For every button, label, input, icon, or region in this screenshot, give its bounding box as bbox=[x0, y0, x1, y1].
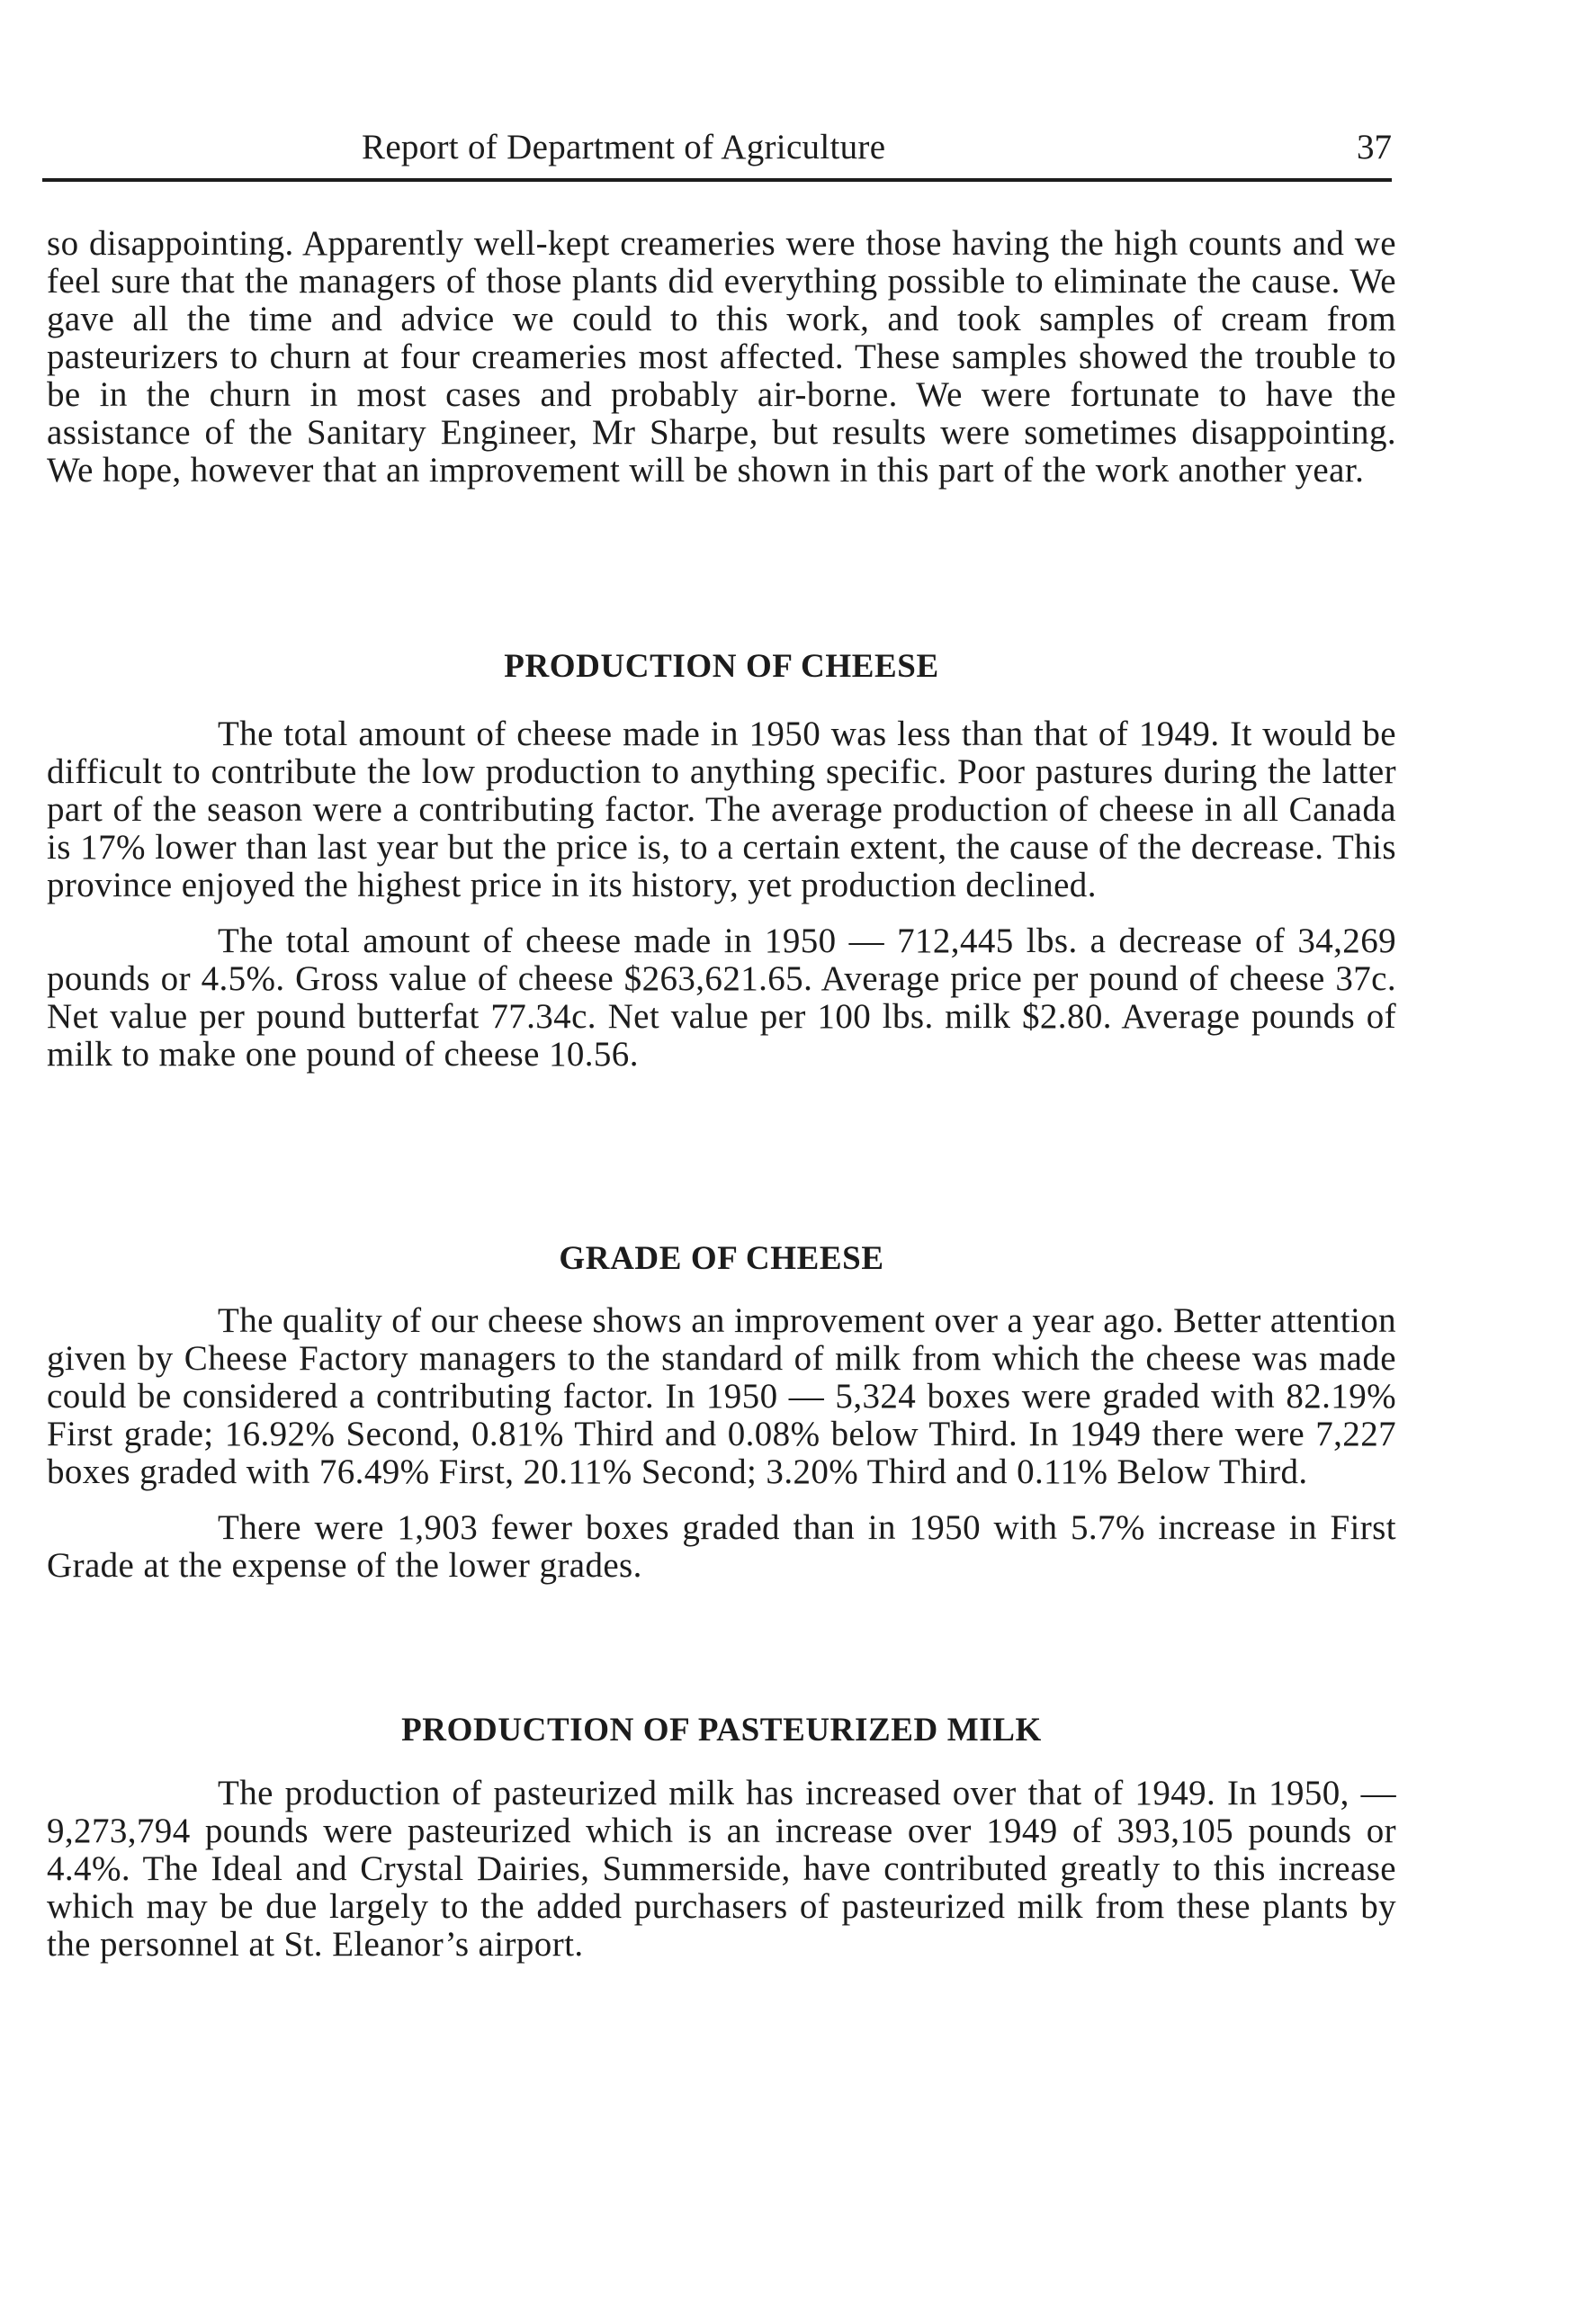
pasteurized-milk-section bbox=[47, 1775, 1396, 1964]
pasteurized-milk-heading: PRODUCTION OF PASTEURIZED MILK bbox=[401, 1712, 1042, 1749]
running-title: Report of Department of Agriculture bbox=[362, 128, 886, 166]
grade-of-cheese-heading: GRADE OF CHEESE bbox=[559, 1240, 884, 1277]
grade-of-cheese-section bbox=[47, 1302, 1396, 1585]
pasteurized-milk-paragraph-1: The production of pasteurized milk has increased over that of 1949. In 1950, — 9,273,794 pounds were pasteurized which is an increase over 1949 of 393,105 pounds or 4.4%. The Ideal and Crystal Dairies, Summerside, have contributed greatly to this increase which may be due largely to the added purchasers of pasteurized milk from these plants by the personnel at St. Eleanor’s airport. bbox=[47, 1774, 1396, 1964]
production-of-cheese-heading: PRODUCTION OF CHEESE bbox=[504, 648, 939, 685]
intro-paragraph: so disappointing. Apparently well-kept creameries were those having the high counts and we feel sure that the managers of those plants did everything possible to eliminate the cause. We gave all the time and advice we could to this work, and took samples of cream from pasteurizers to churn at four creameries most affected. These samples showed the trouble to be in the churn in most cases and probably air-borne. We were fortunate to have the assistance of the Sanitary Engineer, Mr Sharpe, but results were sometimes disappointing. We hope, however that an improvement will be shown in this part of the work another year. bbox=[47, 224, 1396, 490]
intro-section bbox=[47, 225, 1396, 490]
production-of-cheese-section bbox=[47, 715, 1396, 1074]
cheese-grade-paragraph-1: The quality of our cheese shows an improvement over a year ago. Better attention given by Cheese Factory managers to the standard of milk from which the cheese was made could be considered a contributing factor. In 1950 — 5,324 boxes were graded with 82.19% First grade; 16.92% Second, 0.81% Third and 0.08% below Third. In 1949 there were 7,227 boxes graded with 76.49% First, 20.11% Second; 3.20% Third and 0.11% Below Third. bbox=[47, 1301, 1396, 1491]
cheese-grade-paragraph-2: There were 1,903 fewer boxes graded than in 1950 with 5.7% increase in First Grade at the expense of the lower grades. bbox=[47, 1508, 1396, 1585]
cheese-production-paragraph-2: The total amount of cheese made in 1950 — 712,445 lbs. a decrease of 34,269 pounds or 4.5%. Gross value of cheese $263,621.65. Average price per pound of cheese 37c. Net value per pound butterfat 77.34c. Net value per 100 lbs. milk $2.80. Average pounds of milk to make one pound of cheese 10.56. bbox=[47, 922, 1396, 1074]
cheese-production-paragraph-1: The total amount of cheese made in 1950 was less than that of 1949. It would be difficult to contribute the low production to anything specific. Poor pastures during the latter part of the season were a contributing factor. The average production of cheese in all Canada is 17% lower than last year but the price is, to a certain extent, the cause of the decrease. This province enjoyed the highest price in its history, yet production declined. bbox=[47, 715, 1396, 904]
running-head bbox=[42, 124, 1392, 171]
header-rule bbox=[42, 178, 1392, 182]
page-number: 37 bbox=[1357, 128, 1392, 166]
